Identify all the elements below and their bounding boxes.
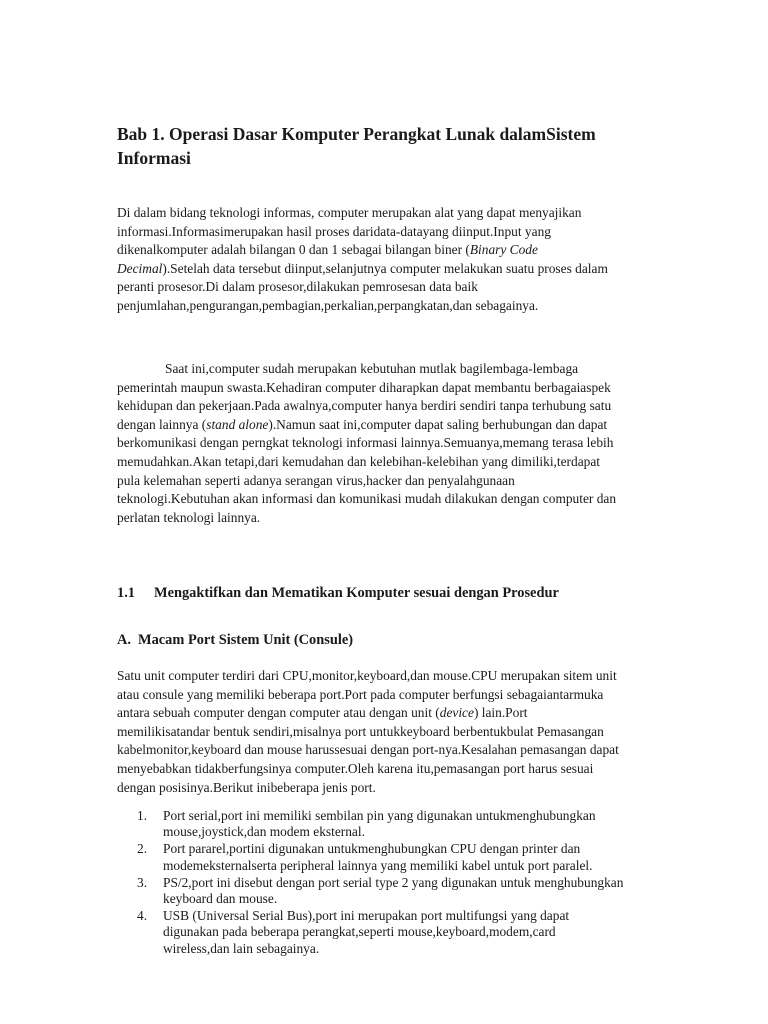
section-number: 1.1 [117, 585, 135, 601]
port-list [117, 808, 677, 958]
title-line-2: Informasi [117, 148, 191, 168]
title-line-1: Bab 1. Operasi Dasar Komputer Perangkat Lunak dalamSistem [117, 124, 596, 144]
text-line: perlatan teknologi lainnya. [117, 509, 261, 525]
text-line: Di dalam bidang teknologi informas, computer merupakan alat yang dapat menyajikan [117, 205, 582, 220]
text-line: dengan posisinya.Berikut inibeberapa jenis port. [117, 779, 376, 795]
port-paragraph [117, 667, 657, 797]
intro-paragraph [117, 204, 657, 316]
list-item: 4. USB (Universal Serial Bus),port ini merupakan port multifungsi yang dapat digunakan pada beberapa perangkat,seperti mouse,keyboard,modem,card wireless,dan lain sebagainya. [137, 908, 570, 956]
page-title [117, 122, 677, 170]
list-number: 4. [137, 908, 148, 924]
text-line: teknologi.Kebutuhan akan informasi dan komunikasi mudah dilakukan dengan computer dan [117, 491, 617, 507]
text-line: Saat ini,computer sudah merupakan kebutuhan mutlak bagilembaga-lembaga [165, 361, 579, 376]
text-line: kabelmonitor,keyboard dan mouse harussesuai dengan port-nya.Kesalahan pemasangan dapat [117, 742, 619, 758]
text-line: memilikisatandar bentuk sendiri,misalnya port untukkeyboard berbentukbulat Pemasangan [117, 723, 604, 739]
text-line: memudahkan.Akan tetapi,dari kemudahan dan kelebihan-kelebihan yang dimiliki,terdapat [117, 453, 601, 469]
text-line: pula kelemahan seperti adanya serangan virus,hacker dan penyalahgunaan [117, 472, 515, 488]
text-line: pemerintah maupun swasta.Kehadiran computer diharapkan dapat membantu berbagaiaspek [117, 379, 611, 395]
italic-term: Binary Code [469, 242, 538, 258]
italic-term: stand alone [206, 416, 269, 432]
text-line: antara sebuah computer dengan computer atau dengan unit (device) lain.Port [117, 705, 528, 721]
text-line: peranti prosesor.Di dalam prosesor,dilakukan pemrosesan data baik [117, 279, 478, 295]
list-number: 1. [137, 808, 148, 823]
text-line: kehidupan dan pekerjaan.Pada awalnya,computer hanya berdiri sendiri tanpa terhubung satu [117, 398, 612, 414]
subsection-heading [117, 632, 353, 649]
section-title: Mengaktifkan dan Mematikan Komputer sesuai dengan Prosedur [154, 585, 559, 601]
text-line: menyebabkan tidakberfungsinya computer.Oleh karena itu,pemasangan port harus sesuai [117, 760, 594, 776]
list-number: 2. [137, 841, 148, 857]
text-line: dengan lainnya (stand alone).Namun saat ini,computer dapat saling berhubungan dan dapat [117, 416, 608, 432]
text-line: Decimal).Setelah data tersebut diinput,selanjutnya computer melakukan suatu proses dalam [117, 260, 608, 276]
text-line: berkomunikasi dengan perngkat teknologi informasi lainnya.Semuanya,memang terasa lebih [117, 435, 614, 451]
italic-term: Decimal [117, 260, 163, 276]
italic-term: device [439, 705, 474, 721]
list-item: 3. PS/2,port ini disebut dengan port serial type 2 yang digunakan untuk menghubungkan keyboard dan mouse. [137, 874, 624, 907]
list-item: 1. Port serial,port ini memiliki sembilan pin yang digunakan untukmenghubungkan mouse,joystick,dan modem eksternal. [137, 808, 596, 840]
subsection-letter: A. [117, 632, 131, 648]
section-heading [117, 585, 559, 602]
subsection-title: Macam Port Sistem Unit (Consule) [138, 632, 354, 648]
list-number: 3. [137, 874, 148, 890]
text-line: dikenalkomputer adalah bilangan 0 dan 1 sebagai bilangan biner (Binary Code [117, 242, 538, 258]
text-line: penjumlahan,pengurangan,pembagian,perkalian,perpangkatan,dan sebagainya. [117, 297, 539, 313]
text-line: Satu unit computer terdiri dari CPU,monitor,keyboard,dan mouse.CPU merupakan sitem unit [117, 668, 617, 683]
list-item: 2. Port pararel,portini digunakan untukmenghubungkan CPU dengan printer dan modemeksternalserta peripheral lainnya yang memiliki kabel untuk port paralel. [137, 841, 593, 873]
text-line: atau consule yang memiliki beberapa port.Port pada computer berfungsi sebagaiantarmuka [117, 686, 604, 702]
text-line: informasi.Informasimerupakan hasil proses daridata-datayang diinput.Input yang [117, 223, 551, 239]
second-paragraph [117, 360, 657, 527]
